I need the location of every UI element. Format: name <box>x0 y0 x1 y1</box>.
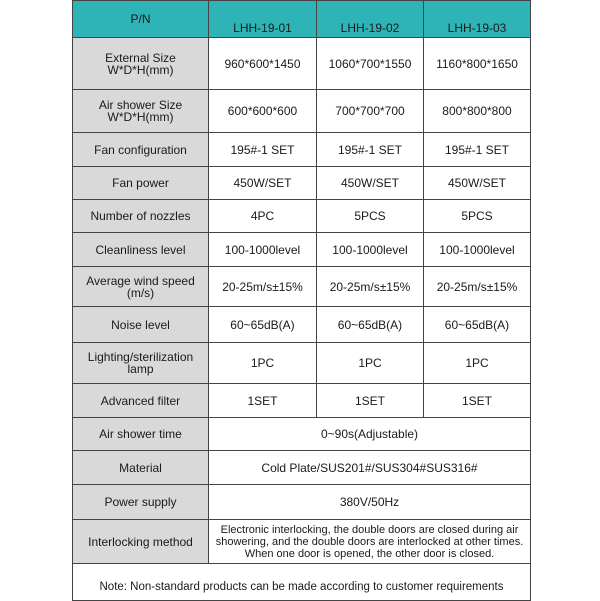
row-label: Interlocking method <box>73 520 209 564</box>
row-value: 1060*700*1550 <box>317 38 424 90</box>
row-value: 195#-1 SET <box>424 133 531 167</box>
span-row <box>73 451 531 485</box>
table-row <box>73 343 531 384</box>
span-value: 380V/50Hz <box>209 485 531 520</box>
span-value: Cold Plate/SUS201#/SUS304#SUS316# <box>209 451 531 485</box>
row-value: 5PCS <box>424 200 531 233</box>
row-label-line: (m/s) <box>126 285 155 300</box>
row-label: Number of nozzles <box>73 200 209 233</box>
row-value: 195#-1 SET <box>317 133 424 167</box>
row-label: Noise level <box>73 307 209 343</box>
row-value: 960*600*1450 <box>209 38 317 90</box>
span-row <box>73 418 531 451</box>
row-value: 20-25m/s±15% <box>424 267 531 307</box>
row-value: 1SET <box>317 384 424 418</box>
footnote: Note: Non-standard products can be made according to customer requirements <box>73 564 531 601</box>
row-label: Fan power <box>73 167 209 200</box>
row-value: 1PC <box>317 343 424 384</box>
row-value: 100-1000level <box>424 233 531 267</box>
row-label <box>73 38 209 90</box>
table-row <box>73 233 531 267</box>
row-label-line: Lighting/sterilization <box>87 350 194 364</box>
row-value: 5PCS <box>317 200 424 233</box>
row-value: 1SET <box>424 384 531 418</box>
row-value: 60~65dB(A) <box>424 307 531 343</box>
row-label-line: W*D*H(mm) <box>107 62 174 77</box>
row-value: 20-25m/s±15% <box>209 267 317 307</box>
row-label-line: W*D*H(mm) <box>107 110 174 124</box>
row-value: 450W/SET <box>209 167 317 200</box>
pn-header: P/N <box>73 1 209 38</box>
spec-table <box>72 0 531 601</box>
span-row <box>73 520 531 564</box>
table-row <box>73 38 531 90</box>
row-value: 700*700*700 <box>317 90 424 133</box>
span-value: 0~90s(Adjustable) <box>209 418 531 451</box>
row-label <box>73 343 209 384</box>
row-label: Advanced filter <box>73 384 209 418</box>
table-row <box>73 90 531 133</box>
row-value: 1PC <box>209 343 317 384</box>
row-label: Cleanliness level <box>73 233 209 267</box>
row-value: 800*800*800 <box>424 90 531 133</box>
row-value: 100-1000level <box>317 233 424 267</box>
table-row <box>73 133 531 167</box>
row-label <box>73 90 209 133</box>
span-row <box>73 485 531 520</box>
note-row <box>73 564 531 601</box>
row-value: 600*600*600 <box>209 90 317 133</box>
row-value: 4PC <box>209 200 317 233</box>
row-value: 1PC <box>424 343 531 384</box>
table-row <box>73 200 531 233</box>
row-value: 60~65dB(A) <box>209 307 317 343</box>
row-value: 20-25m/s±15% <box>317 267 424 307</box>
row-value: 450W/SET <box>424 167 531 200</box>
model-header: LHH-19-02 <box>317 1 424 38</box>
row-label: Fan configuration <box>73 133 209 167</box>
row-label: Air shower time <box>73 418 209 451</box>
row-value: 1SET <box>209 384 317 418</box>
span-value: Electronic interlocking, the double doors are closed during air showering, and the double doors are interlocked at other times. When one door is opened, the other door is closed. <box>209 520 531 564</box>
table-row <box>73 167 531 200</box>
row-value: 1160*800*1650 <box>424 38 531 90</box>
model-header: LHH-19-01 <box>209 1 317 38</box>
row-label-line: Average wind speed <box>86 273 195 288</box>
row-value: 195#-1 SET <box>209 133 317 167</box>
table-row <box>73 384 531 418</box>
model-header: LHH-19-03 <box>424 1 531 38</box>
row-label: Material <box>73 451 209 485</box>
table-row <box>73 267 531 307</box>
row-label: Power supply <box>73 485 209 520</box>
header-row <box>73 1 531 38</box>
row-label-line: Air shower Size <box>98 98 183 112</box>
row-value: 60~65dB(A) <box>317 307 424 343</box>
row-label-line: lamp <box>127 362 154 376</box>
row-value: 450W/SET <box>317 167 424 200</box>
row-label <box>73 267 209 307</box>
table-row <box>73 307 531 343</box>
row-value: 100-1000level <box>209 233 317 267</box>
row-label-line: External Size <box>105 50 176 65</box>
